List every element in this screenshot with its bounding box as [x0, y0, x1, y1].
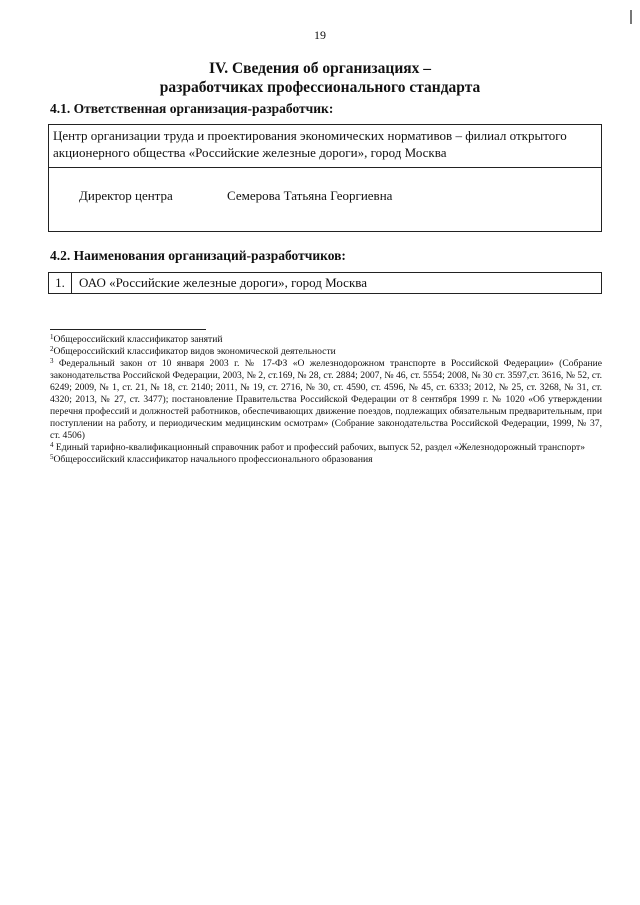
- footnote-mark: 1: [50, 333, 54, 341]
- section-title-line-2: разработчиках профессионального стандарта: [159, 79, 481, 96]
- section-heading-4-1: 4.1. Ответственная организация-разработчик:: [50, 101, 334, 116]
- table-divider: [49, 167, 601, 168]
- footnote-mark: 3: [50, 357, 54, 365]
- footnote-text: Общероссийский классификатор видов экономической деятельности: [53, 346, 336, 357]
- footnote-4: [50, 442, 602, 454]
- developer-orgs-table: [48, 272, 602, 294]
- footnote-mark: 4: [50, 441, 54, 449]
- footnote-mark: 2: [50, 345, 54, 353]
- responsible-org-table: [48, 124, 602, 232]
- section-title: [0, 59, 640, 97]
- section-heading-4-2: 4.2. Наименования организаций-разработчиков:: [50, 248, 346, 263]
- footnote-text: Федеральный закон от 10 января 2003 г. № 17-ФЗ «О железнодорожном транспорте в Российской Федерации» (Собрание законодательства Российской Федерации, 2003, № 2, ст.169, № 28, ст. 2884; 2007, № 46, ст. 5554; 2008, № 30 ст. 3597,ст. 3616, № 52, ст. 6249; 2009, № 1, ст. 21, № 18, ст. 2140; 2011, № 19, ст. 2716, № 30, ст. 4590, ст. 4596, № 45, ст. 6333; 2012, № 25, ст. 3268, № 31, ст. 4320; 2013, № 27, ст. 3477); постановление Правительства Российской Федерации от 8 сентября 1999 г. № 1020 «Об утверждении перечня профессий и должностей работников, обеспечивающих движение поездов, подлежащих обязательным предварительным, при поступлении на работу, и периодическим медицинским осмотрам» (Собрание законодательства Российской Федерации, 1999, № 37, ст. 4506): [50, 358, 602, 441]
- developer-org-name: ОАО «Российские железные дороги», город Москва: [79, 275, 367, 290]
- footnote-text: Общероссийский классификатор занятий: [53, 334, 223, 345]
- footnote-separator: [50, 329, 206, 330]
- responsible-org-name: Центр организации труда и проектирования экономических нормативов – филиал открытого акционерного общества «Российские железные дороги», город Москва: [53, 128, 567, 160]
- footnote-text: Общероссийский классификатор начального профессионального образования: [53, 454, 373, 465]
- footnote-5: [50, 454, 602, 466]
- footnote-mark: 5: [50, 453, 54, 461]
- footnote-1: [50, 334, 602, 346]
- section-title-line-1: IV. Сведения об организациях –: [208, 60, 432, 77]
- row-number: 1.: [49, 273, 72, 293]
- footnote-2: [50, 346, 602, 358]
- scan-artifact: [630, 10, 632, 24]
- director-name: Семерова Татьяна Георгиевна: [227, 188, 393, 203]
- footnotes: [50, 334, 602, 466]
- footnote-3: [50, 358, 602, 442]
- director-position: Директор центра: [79, 188, 173, 203]
- footnote-text: Единый тарифно-квалификационный справочник работ и профессий рабочих, выпуск 52, раздел «Железнодорожный транспорт»: [53, 442, 586, 453]
- page-number: 19: [314, 28, 326, 42]
